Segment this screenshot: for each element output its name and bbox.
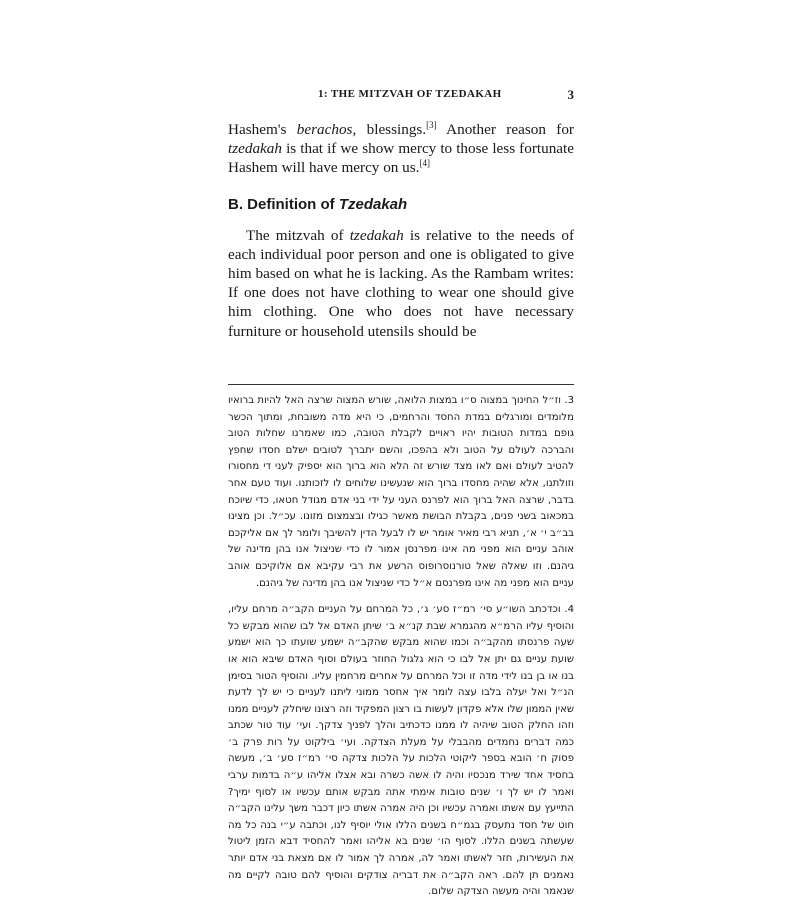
book-page bbox=[228, 87, 574, 898]
footnote-divider bbox=[228, 384, 574, 385]
page-number: 3 bbox=[567, 87, 574, 102]
italic-term: tzedakah bbox=[228, 140, 282, 158]
italic-term: Tzedakah bbox=[338, 195, 408, 213]
paragraph-definition bbox=[228, 226, 574, 341]
text-run: The mitzvah of bbox=[246, 226, 350, 244]
italic-term: berachos bbox=[296, 121, 353, 138]
footnote-4: 4. וכדכתב השו״ע סי׳ רמ״ז סע׳ ג׳, כל המרחם על העניים הקב״ה מרחם עליו, והוסיף עליו הרמ״א מהגמרא שבת קנ״א ב׳ שיתן האדם אל לבו שהוא מבקש כל שעה פרנסתו מהקב״ה וכמו שהוא מבקש שהקב״ה ישמע שועתו כך הוא ישמע שועת עניים גם יתן אל לבו כי הוא גלגול החוזר בעולם וסוף האדם שיבא הוא או בנו או בן בנו לידי מדה זו וכל המרחם על אחרים מרחמין עליו. והוסיף הטור בסימן הנ״ל ואל יעלה בלבו עצה לומר איך אחסר ממוני ליתנו לעניים כי יש לך לדעת שאין הממון שלו אלא פקדון לעשות בו רצון המפקיד וזה רצונו שיחלק לעניים ממנו וזהו החלק הטוב שיהיה לו ממנו כדכתיב והלך לפניך צדקך. ועי׳ עוד טור שכתב כמה דברים נחמדים מהבבלי על מעלת הצדקה. ועי׳ בילקוט על רות פרק ב׳ פסוק ח׳ הובא בספר ליקוטי הלכות על הלכות צדקה סי׳ רמ״ז סע׳ ב׳, מעשה בחסיד אחד שירד מנכסיו והיה לו אשה כשרה ובא אצלו אליהו ע״ה בדמות ערבי ואמר לו יש לך ו׳ שנים טובות אימתי אתה מבקש אותם עכשיו או לסוף ימיך? התייעץ עם אשתו ואמרה עכשיו וכן היה אמרה אשתו כיון דכבר משך עלינו הקב״ה חוט של חסד נתעסק בגמ״ח בשנים הללו אולי יוסיף לנו, וכתבה ע״י בנה כל מה שעשתה בשנים הללו. לסוף הו׳ שנים בא אליהו ואמר להחסיד דבא הזמן ליטול את העשירות, חזר לאשתו ואמר לה, אמרה לך אמור לו אם מצאת בני אדם יותר נאמנים תן להם. ראה הקב״ה את דבריה צודקים והוסיף להם טובה לקיים מה שנאמר והיה מעשה הצדקה שלום. bbox=[228, 604, 574, 898]
text-run: Another reason for bbox=[436, 121, 574, 138]
running-head bbox=[228, 88, 574, 104]
footnotes bbox=[228, 393, 574, 901]
paragraph-continuation bbox=[228, 120, 574, 178]
text-run: is relative to the needs of each individual poor person and one is obligated to give him based on what he is lacking. As the Rambam writes: If one does not have clothing to wear one should give him clothing. One who does not have necessary furniture or household utensils should be bbox=[228, 226, 574, 340]
text-run: , blessings. bbox=[352, 121, 427, 138]
text-run: is that if we show mercy to those less fortunate Hashem will have mercy on us. bbox=[228, 140, 574, 177]
footnote-ref: [4] bbox=[419, 158, 430, 169]
text-run: Hashem's bbox=[228, 121, 297, 138]
text-run: B. Definition of bbox=[228, 195, 339, 213]
italic-term: tzedakah bbox=[349, 226, 404, 244]
main-text bbox=[228, 120, 574, 341]
running-head-title: 1: THE MITZVAH OF TZEDAKAH bbox=[318, 88, 502, 100]
footnote-3: 3. וז״ל החינוך במצוה ס״ו במצות הלואה, שורש המצוה שרצה האל להיות ברואיו מלומדים ומורגלים במדת החסד והרחמים, כי היא מדה משובחת, ומתוך הכשר גופם במדות הטובות יהיו ראויים לקבלת הטובה, כמו שאמרנו שחלות הטוב והברכה לעולם על הטוב ולא בהפכו, והשם יתברך לטובים ישלם חסדו שחפץ להטיב לעולם ואם לאו מצד שורש זה הלא הוא ברוך הוא יספיק לעני די מחסורו וזולתנו, אלא שהיה מחסדו ברוך הוא שנעשינו שלוחים לו לזכותנו. ועוד טעם אחר בדבר, שרצה האל ברוך הוא לפרנס העני על ידי בני אדם מגודל חטאו, כדי שיוכח במכאוב בשני פנים, בקבלת הבושת מאשר כגילו ובצמצום מזונו. עכ״ל. וכן מצינו בב״ב י׳ א׳, תניא רבי מאיר אומר יש לו לבעל הדין להשיבך ולומר לך אם אליקכם אוהב עניים הוא מפני מה אינו מפרנסן אמור לו כדי שניצול אנו בהן מדינה של גיהנם. וזו שאלה שאל טורנוסרופוס הרשע את רבי עקיבא אם אלוקיכם אוהב עניים הוא מפני מה אינו מפרנסם א״ל כדי שניצול אנו בהן מדינה של גיהנם. bbox=[228, 395, 574, 589]
footnote-ref: [3] bbox=[426, 120, 437, 130]
section-heading bbox=[228, 196, 574, 214]
